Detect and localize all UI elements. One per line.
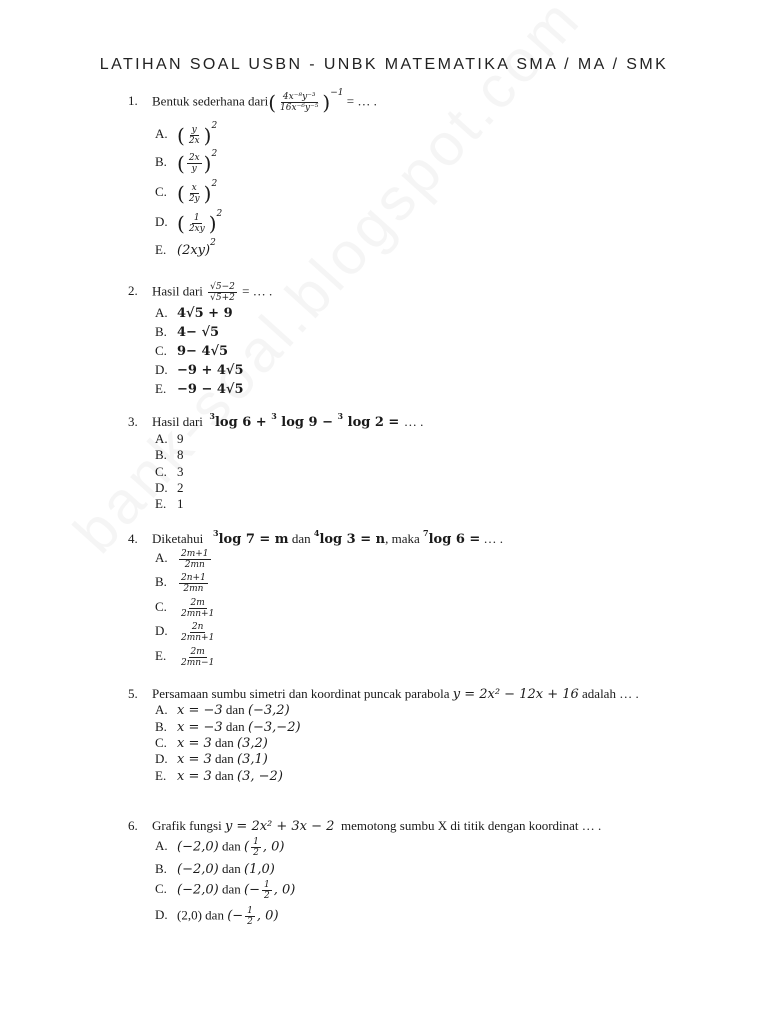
option-6a[interactable]: A. (−2,0) dan ( $\frac{1}{2}$ , 0) bbox=[155, 837, 285, 858]
option-4a[interactable]: A. $\frac{2m+1}{2mn}$ bbox=[155, 549, 209, 570]
option-5c[interactable]: C. x = 3 dan (3,2) bbox=[155, 735, 268, 751]
option-3d[interactable]: D. 2 bbox=[155, 480, 184, 495]
option-1a[interactable]: A. ( $\frac{y}{2x}$ )$^2$ bbox=[155, 121, 218, 148]
option-6c[interactable]: C. (−2,0) dan (− $\frac{1}{2}$ , 0) bbox=[155, 880, 296, 901]
question-6: 6. Grafik fungsi y = 2x² + 3x − 2 memotong sumbu X di titik dengan koordinat … . bbox=[128, 818, 602, 834]
option-2c[interactable]: C. 9− 4√5 bbox=[155, 343, 229, 359]
option-1d[interactable]: D. ( $\frac{1}{2xy}$ )$^2$ bbox=[155, 209, 223, 236]
option-4b[interactable]: B. $\frac{2n+1}{2mn}$ bbox=[155, 573, 206, 594]
option-5e[interactable]: E. x = 3 dan (3, −2) bbox=[155, 768, 283, 784]
question-number: 1. bbox=[128, 93, 138, 109]
question-3: 3. Hasil dari $^3$log 6 + $^3$ log 9 − $^3$ log 2 = … . bbox=[128, 411, 424, 430]
option-2b[interactable]: B. 4− √5 bbox=[155, 324, 220, 340]
option-3b[interactable]: B. 8 bbox=[155, 447, 184, 462]
page-title: LATIHAN SOAL USBN - UNBK MATEMATIKA SMA / MA / SMK bbox=[99, 56, 669, 73]
option-4c[interactable]: C. $\frac{2m}{2mn+1}$ bbox=[155, 598, 215, 619]
question-5: 5. Persamaan sumbu simetri dan koordinat puncak parabola y = 2x² − 12x + 16 adalah … . bbox=[128, 686, 639, 702]
option-4e[interactable]: E. $\frac{2m}{2mn-1}$ bbox=[155, 647, 215, 668]
option-3c[interactable]: C. 3 bbox=[155, 464, 184, 479]
option-3e[interactable]: E. 1 bbox=[155, 496, 184, 511]
option-4d[interactable]: D. $\frac{2n}{2mn+1}$ bbox=[155, 622, 215, 643]
option-6d[interactable]: D. (2,0) dan (− $\frac{1}{2}$ , 0) bbox=[155, 906, 279, 927]
option-6b[interactable]: B. (−2,0) dan (1,0) bbox=[155, 861, 275, 877]
option-5b[interactable]: B. x = −3 dan (−3,−2) bbox=[155, 719, 301, 735]
fraction: $\frac{√5-2}{√5+2}$ bbox=[210, 282, 235, 303]
option-3a[interactable]: A. 9 bbox=[155, 431, 184, 446]
question-2: 2. Hasil dari $\frac{√5-2}{√5+2}$ = … . bbox=[128, 282, 273, 303]
option-2e[interactable]: E. −9 − 4√5 bbox=[155, 381, 244, 397]
question-4: 4. Diketahui $^3$log 7 = m dan $^4$log 3 = n, maka $^7$log 6 = … . bbox=[128, 528, 504, 547]
option-1e[interactable]: E. $(2xy)^2$ bbox=[155, 238, 216, 258]
option-2a[interactable]: A. 4√5 + 9 bbox=[155, 305, 233, 321]
option-5d[interactable]: D. x = 3 dan (3,1) bbox=[155, 751, 268, 767]
option-1c[interactable]: C. ( $\frac{x}{2y}$ )$^2$ bbox=[155, 179, 218, 206]
question-text: Bentuk sederhana dari bbox=[152, 93, 269, 109]
question-tail: = … . bbox=[346, 93, 377, 109]
exponent: −1 bbox=[330, 88, 344, 98]
question-1: 1. Bentuk sederhana dari( $\frac{\text{4x⁻⁸y⁻³}}{\text{16x⁻⁶y⁻⁵}}$ )$^{-1}$ = … . bbox=[128, 88, 377, 115]
option-2d[interactable]: D. −9 + 4√5 bbox=[155, 362, 244, 378]
option-1b[interactable]: B. ( $\frac{2x}{y}$ )$^2$ bbox=[155, 149, 218, 176]
fraction: $\frac{\text{4x⁻⁸y⁻³}}{\text{16x⁻⁶y⁻⁵}}$ bbox=[280, 92, 319, 113]
option-5a[interactable]: A. x = −3 dan (−3,2) bbox=[155, 702, 290, 718]
